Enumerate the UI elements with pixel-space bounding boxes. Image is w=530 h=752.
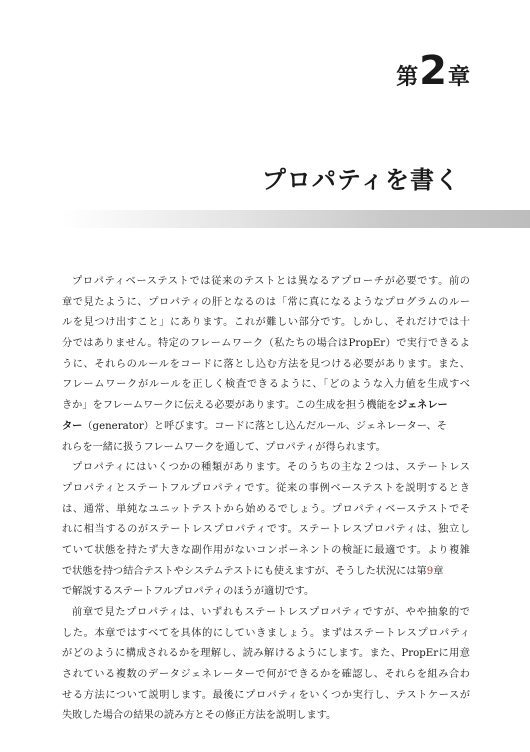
chapter-reference-link[interactable]: 9: [426, 565, 434, 577]
text-line: ルを見つけ出すこと」にあります。これが難しい部分です。しかし、それだけでは十: [62, 317, 470, 329]
chapter-label: [396, 48, 470, 94]
text-line: フレームワークがルールを正しく検査できるように、「どのような入力値を生成すべ: [62, 379, 470, 391]
text-line: [62, 562, 470, 583]
text-line: がどのように構成されるかを理解し、読み解けるようにします。また、PropErに用意: [62, 648, 470, 660]
text-span: で状態を持つ結合テストやシステムテストにも使えますが、そうした状況には第: [62, 565, 427, 577]
text-line: うに、それらのルールをコードに落とし込む方法を見つける必要があります。また、: [62, 358, 470, 370]
text-span: きか」をフレームワークに伝える必要があります。この生成を担う機能を: [62, 400, 397, 412]
text-line: した。本章ではすべてを具体的にしていきましょう。まずはステートレスプロパティ: [62, 627, 470, 639]
text-line: [62, 396, 470, 417]
chapter-prefix: 第: [396, 65, 419, 90]
emphasized-term: ジェネレー: [396, 400, 448, 412]
title-underline-bar: [62, 210, 530, 228]
text-line: 分ではありません。特定のフレームワーク（私たちの場合はPropEr）で実行できるよ: [62, 338, 470, 350]
text-line: プロパティベーステストでは従来のテストとは異なるアプローチが必要です。前の: [72, 276, 470, 287]
chapter-title: プロパティを書く: [261, 166, 460, 194]
text-span: （generator）と呼びます。コードに落とし込んだルール、ジェネレーター、そ: [82, 420, 447, 432]
text-line: で解説するステートフルプロパティのほうが適切です。: [62, 586, 315, 598]
body-text: [62, 272, 470, 727]
text-line: れらを一緒に扱うフレームワークを通して、プロパティが得られます。: [62, 441, 386, 453]
chapter-suffix: 章: [447, 65, 470, 90]
text-line: 失敗した場合の結果の読み方とその修正方法を説明します。: [62, 710, 337, 722]
text-line: れに相当するのがステートレスプロパティです。ステートレスプロパティは、独立し: [62, 524, 470, 536]
text-line: [62, 417, 470, 438]
text-line: プロパティにはいくつかの種類があります。そのうちの主な２つは、ステートレス: [72, 462, 470, 474]
text-line: せる方法について説明します。最後にプロパティをいくつか実行し、テストケースが: [62, 689, 470, 701]
chapter-number: 2: [419, 48, 447, 94]
text-line: ていて状態を持たず大きな副作用がないコンポーネントの検証に最適です。より複雑: [62, 544, 470, 556]
text-span: 章: [433, 565, 444, 577]
emphasized-term-end: ター: [62, 420, 83, 432]
text-line: プロパティとステートフルプロパティです。従来の事例ベーステストを説明するとき: [62, 482, 470, 494]
text-line: されている複数のデータジェネレーターで何ができるかを確認し、それらを組み合わ: [62, 669, 470, 681]
text-line: 章で見たように、プロパティの肝となるのは「常に真になるようなプログラムのルー: [62, 296, 470, 308]
text-line: は、通常、単純なユニットテストから始めるでしょう。プロパティベーステストでそ: [62, 503, 470, 515]
text-line: 前章で見たプロパティは、いずれもステートレスプロパティですが、やや抽象的で: [72, 607, 470, 618]
